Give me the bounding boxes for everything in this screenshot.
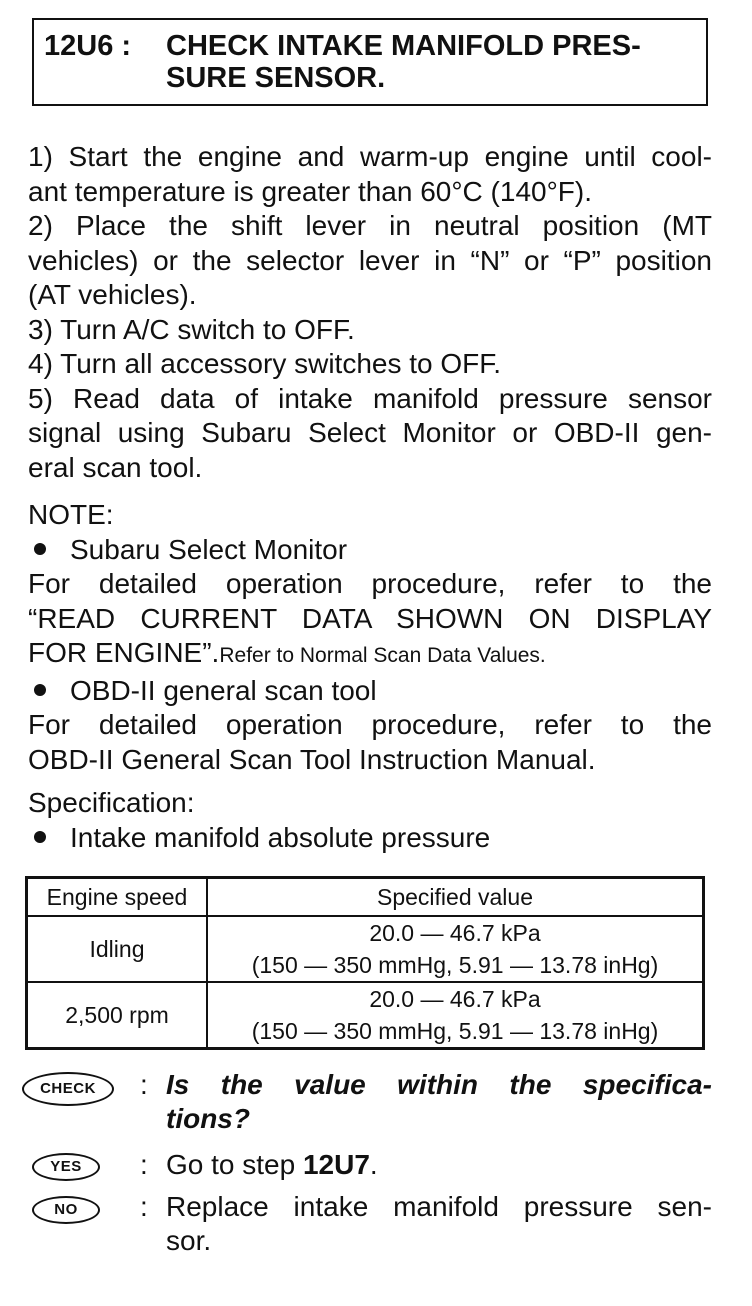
note-bullet-1-line-3a: FOR ENGINE”. [28, 637, 220, 668]
step-2-line-1: 2) Place the shift lever in neutral position (MT [28, 210, 712, 241]
no-row [22, 1190, 722, 1262]
table-row [27, 982, 704, 1049]
bullet-icon [34, 831, 46, 843]
table-row [27, 916, 704, 982]
no-text [166, 1190, 712, 1258]
note-bullet-1-text: Subaru Select Monitor [70, 533, 348, 565]
bullet-icon [34, 684, 46, 696]
table-header-engine-speed: Engine speed [27, 878, 208, 917]
step-2-line-2: vehicles) or the selector lever in “N” or “P” position [28, 244, 712, 276]
no-colon: : [140, 1191, 148, 1222]
table-cell-value-line-1: 20.0 — 46.7 kPa [369, 986, 541, 1012]
step-1-line-1: 1) Start the engine and warm-up engine until cool- [28, 141, 712, 172]
step-title-line-2: SURE SENSOR. [166, 62, 386, 94]
check-colon: : [140, 1069, 148, 1100]
specification-heading: Specification: [28, 787, 195, 818]
note-bullet-2 [28, 674, 712, 709]
step-3: 3) Turn A/C switch to OFF. [28, 313, 355, 345]
step-4: 4) Turn all accessory switches to OFF. [28, 348, 502, 379]
no-text-line-2: sor. [166, 1225, 212, 1256]
step-5-line-1: 5) Read data of intake manifold pressure sensor [28, 382, 712, 414]
yes-oval-icon: YES [32, 1153, 100, 1181]
table-cell-value [207, 916, 704, 982]
specification-bullet [28, 821, 712, 856]
yes-step-ref: 12U7 [302, 1149, 370, 1180]
note-bullet-1-line-1: For detailed operation procedure, refer to the [28, 568, 712, 599]
bullet-icon [34, 543, 46, 555]
check-question-line-2: tions? [166, 1103, 250, 1134]
table-header-specified-value: Specified value [207, 878, 704, 917]
note-bullet-2-line-1: For detailed operation procedure, refer to the [28, 709, 712, 740]
spec-table [25, 876, 705, 1050]
table-header-row [27, 878, 704, 917]
check-question-line-1: Is the value within the specifica- [166, 1069, 712, 1100]
step-title [166, 30, 696, 94]
note-bullet-1-line-3 [28, 636, 712, 674]
yes-colon: : [140, 1149, 148, 1180]
no-text-line-1: Replace intake manifold pressure sen- [166, 1191, 712, 1222]
note-section [28, 498, 712, 777]
step-code: 12U6 : [44, 30, 132, 62]
note-bullet-1 [28, 533, 712, 568]
procedure-steps [28, 140, 712, 485]
note-bullet-1-line-3b: Refer to Normal Scan Data Values. [219, 644, 546, 667]
specification-bullet-text: Intake manifold absolute pressure [70, 821, 491, 853]
check-row [22, 1068, 722, 1140]
no-oval-icon: NO [32, 1196, 100, 1224]
table-cell-value-line-1: 20.0 — 46.7 kPa [369, 920, 541, 946]
step-5-line-2: signal using Subaru Select Monitor or OBD-II gen- [28, 417, 712, 448]
check-question [166, 1068, 712, 1136]
specification-section [28, 786, 712, 855]
table-cell-speed: 2,500 rpm [27, 982, 208, 1049]
step-title-line-1: CHECK INTAKE MANIFOLD PRES- [166, 30, 641, 62]
table-cell-speed: Idling [27, 916, 208, 982]
note-bullet-2-line-2: OBD-II General Scan Tool Instruction Manual. [28, 743, 596, 775]
table-cell-value [207, 982, 704, 1049]
step-5-line-3: eral scan tool. [28, 451, 203, 483]
step-2-line-3: (AT vehicles). [28, 279, 197, 310]
yes-text-a: Go to step [166, 1149, 303, 1180]
check-oval-icon: CHECK [22, 1072, 114, 1106]
note-bullet-2-text: OBD-II general scan tool [70, 674, 377, 706]
yes-text-c: . [369, 1149, 378, 1180]
table-cell-value-line-2: (150 — 350 mmHg, 5.91 — 13.78 inHg) [251, 952, 659, 978]
note-heading: NOTE: [28, 499, 114, 530]
yes-row [22, 1148, 722, 1184]
step-header-box [32, 18, 708, 106]
table-cell-value-line-2: (150 — 350 mmHg, 5.91 — 13.78 inHg) [251, 1018, 659, 1044]
note-bullet-1-line-2: “READ CURRENT DATA SHOWN ON DISPLAY [28, 602, 712, 634]
yes-text [166, 1148, 712, 1182]
step-1-line-2: ant temperature is greater than 60°C (140°F). [28, 175, 593, 207]
